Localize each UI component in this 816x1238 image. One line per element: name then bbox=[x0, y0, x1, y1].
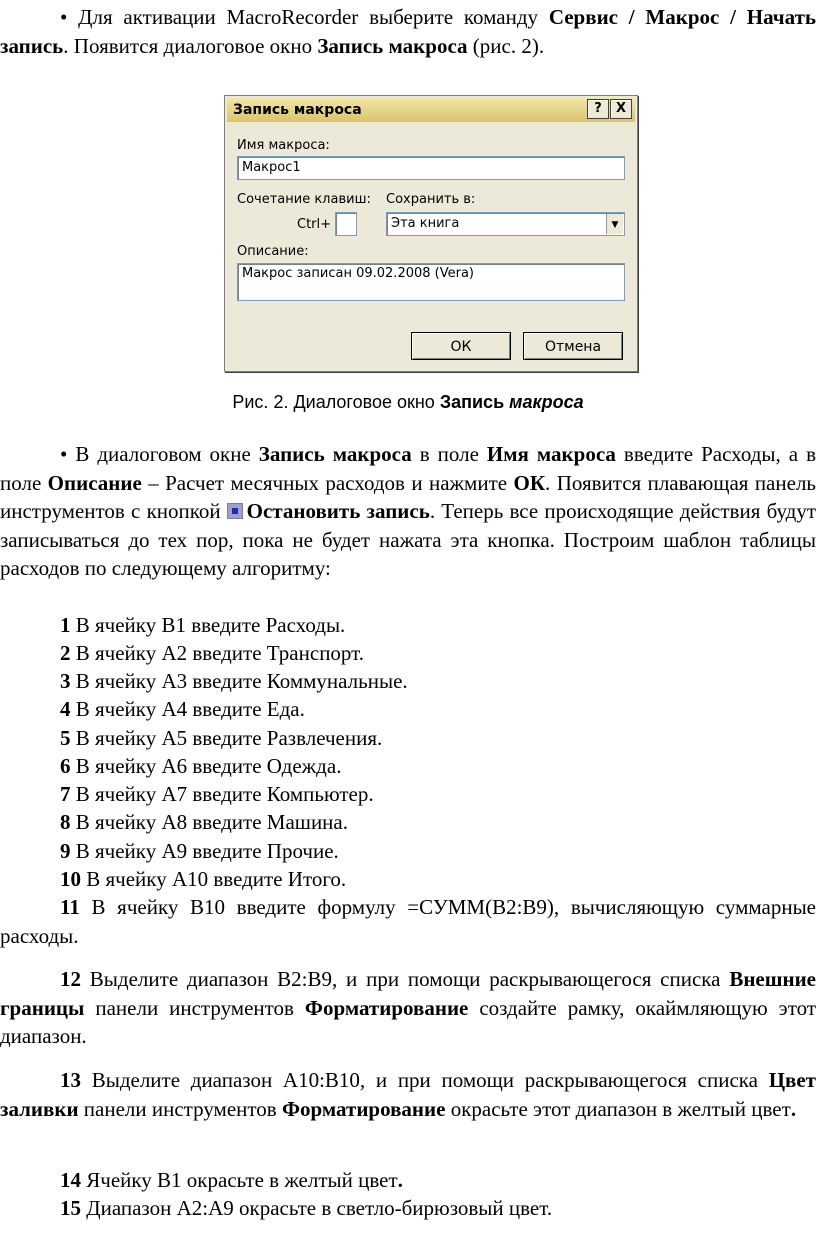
list-item: 4 В ячейку А4 введите Еда. bbox=[60, 697, 305, 721]
list-item: 3 В ячейку А3 введите Коммунальные. bbox=[60, 669, 408, 693]
close-icon[interactable]: X bbox=[610, 99, 632, 119]
chevron-down-icon[interactable]: ▼ bbox=[606, 214, 623, 234]
step-14: 14 Ячейку В1 окрасьте в желтый цвет. bbox=[60, 1168, 403, 1192]
ctrl-label: Ctrl+ bbox=[297, 217, 332, 232]
list-item: 6 В ячейку А6 введите Одежда. bbox=[60, 754, 342, 778]
list-item: 9 В ячейку А9 введите Прочие. bbox=[60, 839, 339, 863]
menu-command: Сервис / Макрос / bbox=[548, 5, 736, 29]
step-13: 13 Выделите диапазон А10:В10, и при помощи раскрывающегося списка Цвет заливки панели инструментов Форматирование окрасьте этот диапазон в желтый цвет. bbox=[0, 1068, 816, 1121]
list-item: 7 В ячейку А7 введите Компьютер. bbox=[60, 782, 374, 806]
list-item: 1 В ячейку В1 введите Расходы. bbox=[60, 613, 346, 637]
store-in-select[interactable] bbox=[386, 212, 625, 236]
list-item: 10 В ячейку А10 введите Итого. bbox=[60, 867, 347, 891]
figure-caption: Рис. 2. Диалоговое окно Запись макроса bbox=[232, 392, 584, 412]
macro-name-label: Имя макроса: bbox=[237, 138, 330, 153]
step-12: 12 Выделите диапазон В2:В9, и при помощи раскрывающегося списка Внешние границы панели инструментов Форматирование создайте рамку, окаймляющую этот диапазон. bbox=[0, 967, 816, 1048]
list-item: 8 В ячейку А8 введите Машина. bbox=[60, 810, 348, 834]
macro-name-input[interactable]: Макрос1 bbox=[237, 156, 625, 180]
shortcut-label: Сочетание клавиш: bbox=[237, 192, 371, 207]
dialog-title: Запись макроса bbox=[227, 98, 635, 122]
step-15: 15 Диапазон А2:А9 окрасьте в светло-бирюзовый цвет. bbox=[60, 1196, 553, 1220]
help-icon[interactable]: ? bbox=[587, 99, 609, 119]
menu-command-end: Начать запись bbox=[0, 5, 816, 58]
list-item: 5 В ячейку А5 введите Развлечения. bbox=[60, 726, 383, 750]
list-item: 2 В ячейку А2 введите Транспорт. bbox=[60, 641, 364, 665]
shortcut-input[interactable] bbox=[335, 212, 357, 236]
intro-paragraph: • Для активации MacroRecorder выберите команду Сервис / Макрос / Начать запись. Появится диалоговое окно Запись макроса (рис. 2). bbox=[0, 5, 816, 58]
step-11: 11 В ячейку В10 введите формулу =СУММ(В2:В9), вычисляющую суммарные расходы. bbox=[0, 895, 816, 948]
record-macro-dialog bbox=[224, 95, 638, 372]
stop-recording-icon bbox=[227, 503, 243, 519]
cancel-button[interactable]: Отмена bbox=[523, 332, 623, 360]
instruction-paragraph: • В диалоговом окне Запись макроса в поле Имя макроса введите Расходы, а в поле Описание – Расчет месячных расходов и нажмите ОК. Появится плавающая панель инструментов с кнопкой Остановить запись. Теперь все происходящие действия будут записываться до тех пор, пока не будет нажата эта кнопка. Построим шаблон таблицы расходов по следующему алгоритму: bbox=[0, 442, 816, 580]
store-in-value: Эта книга bbox=[391, 216, 460, 231]
store-in-label: Сохранить в: bbox=[386, 192, 476, 207]
description-label: Описание: bbox=[237, 244, 309, 259]
dialog-name: Запись макроса bbox=[317, 33, 468, 58]
ok-button[interactable]: ОК bbox=[411, 332, 511, 360]
description-textarea[interactable]: Макрос записан 09.02.2008 (Vera) bbox=[237, 263, 625, 301]
